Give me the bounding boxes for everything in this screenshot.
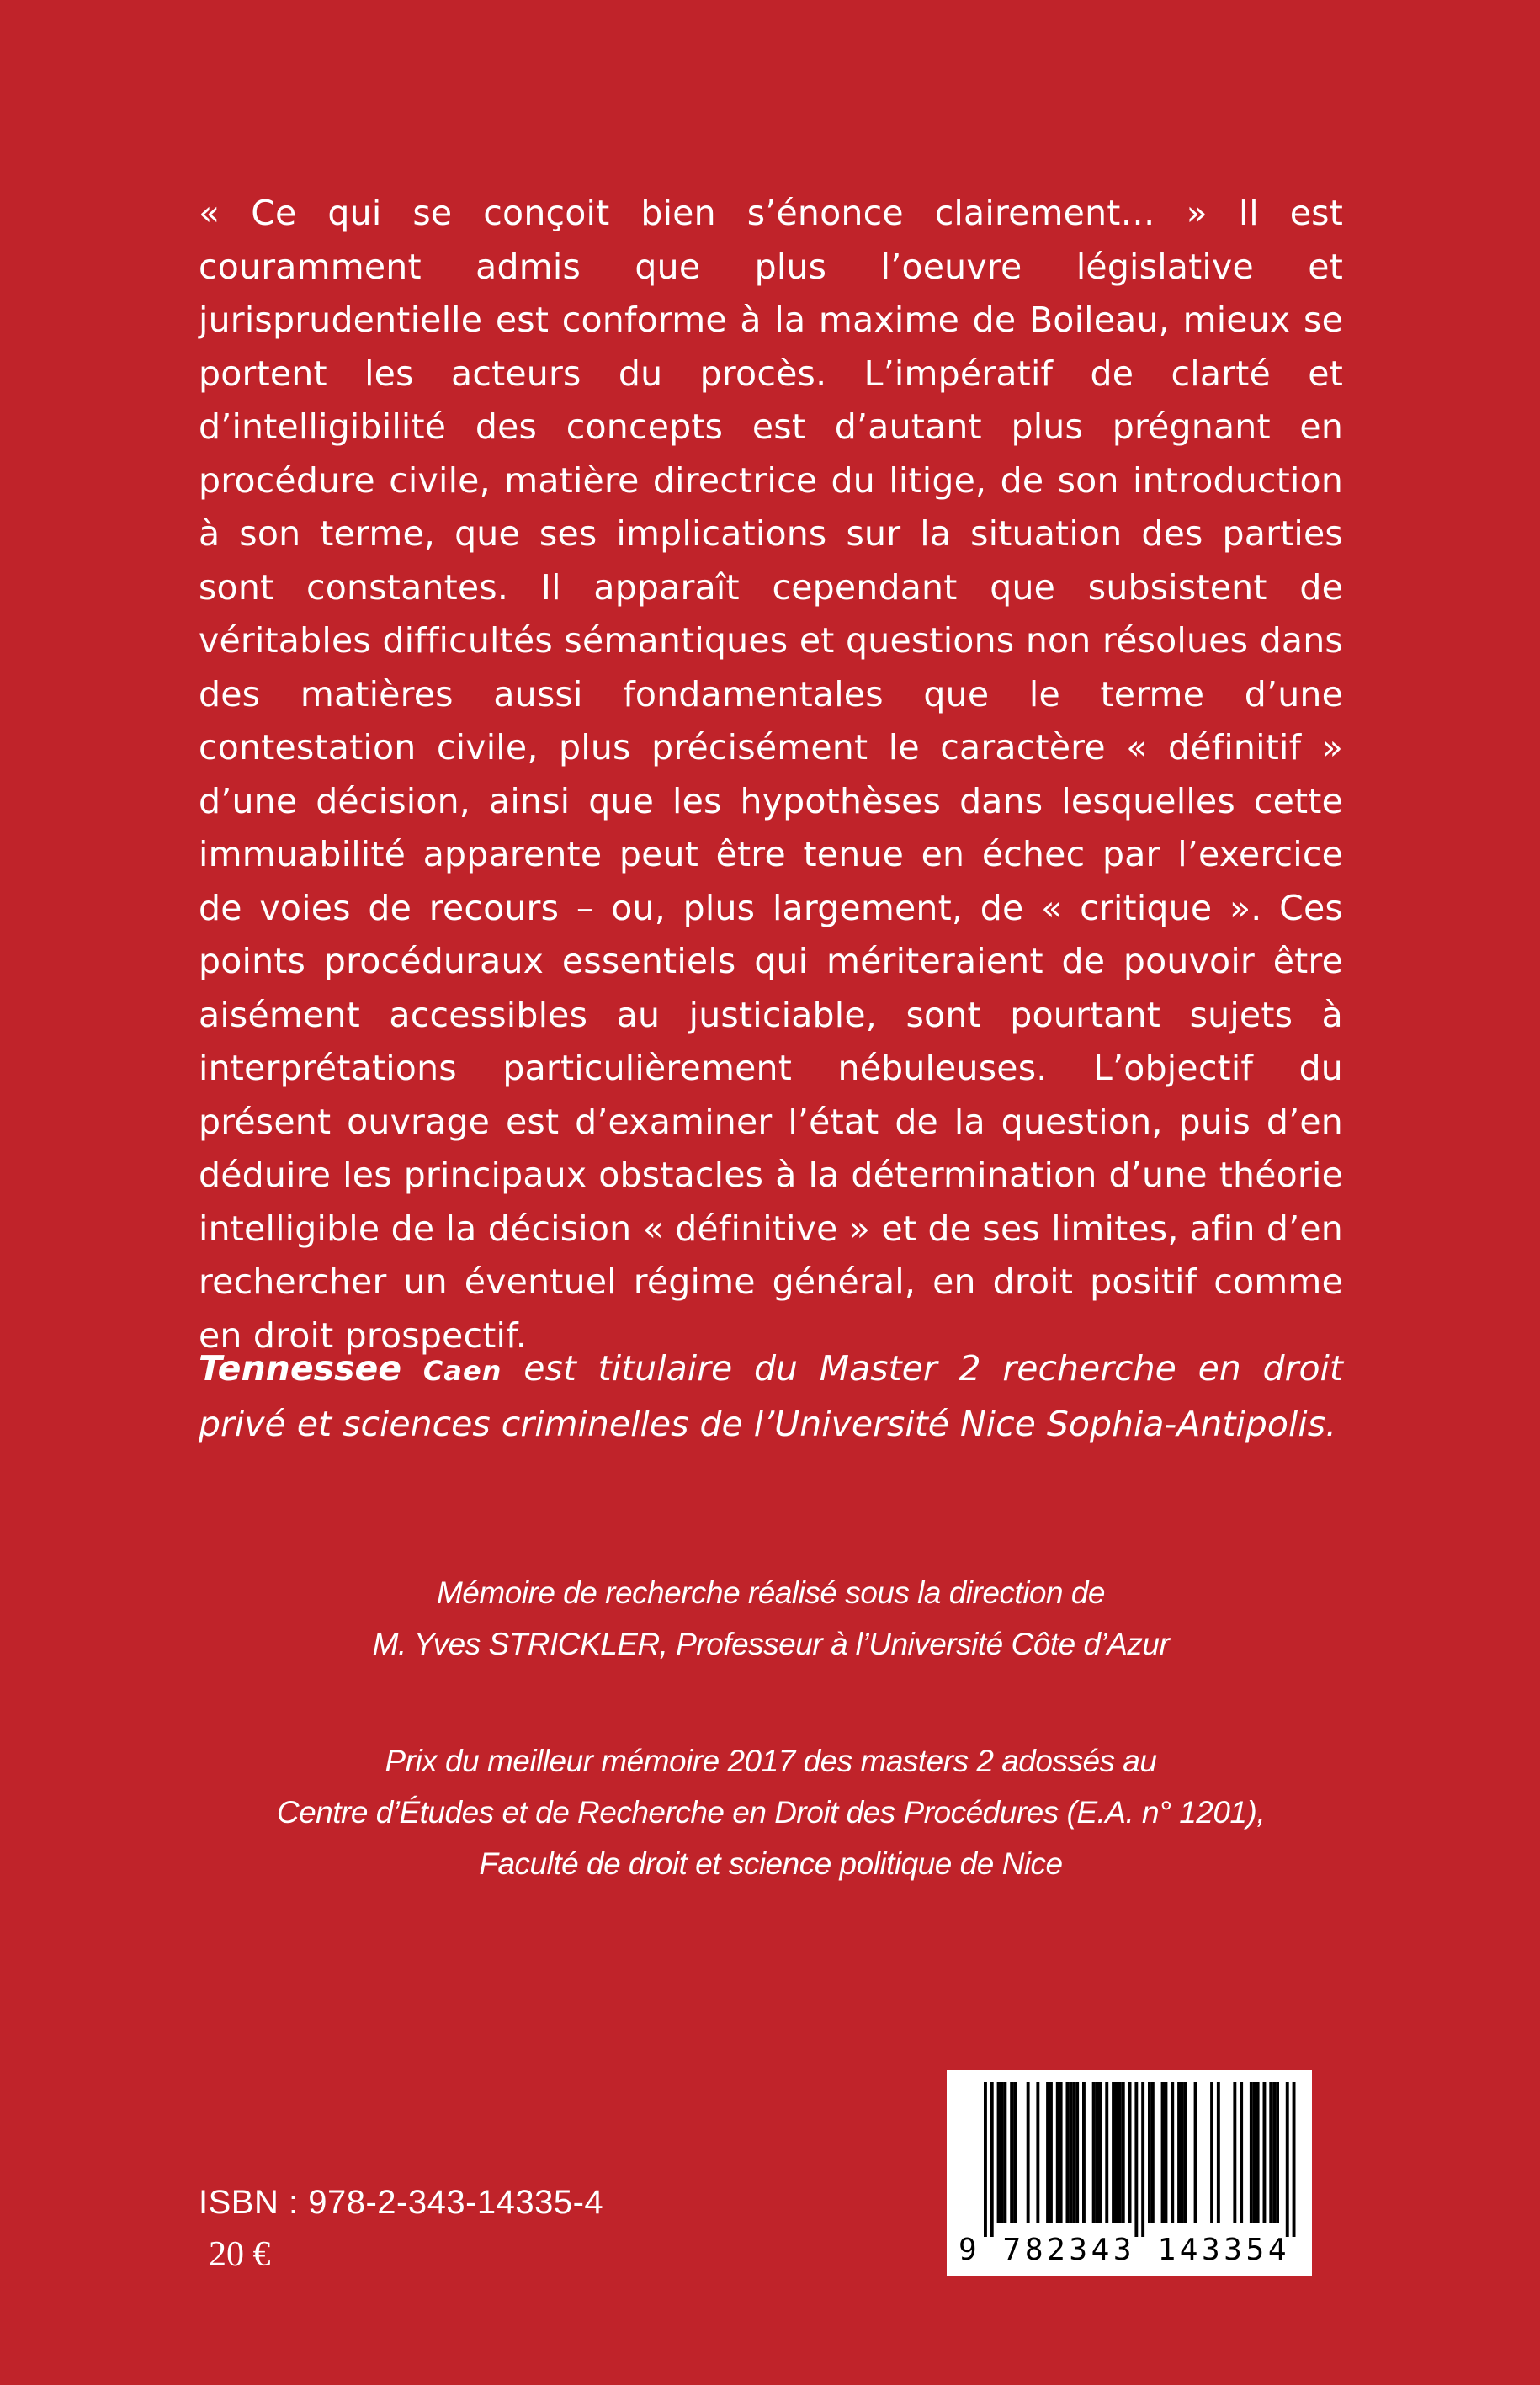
barcode-bar	[1112, 2082, 1115, 2223]
barcode-bar	[997, 2082, 1001, 2223]
barcode-bar	[1010, 2082, 1013, 2223]
barcode-bar	[984, 2082, 987, 2237]
barcode-bar	[1276, 2082, 1279, 2223]
barcode-bar	[1184, 2082, 1187, 2223]
supervision-line-1: Mémoire de recherche réalisé sous la direction de	[436, 1575, 1106, 1610]
barcode-bar	[1046, 2082, 1049, 2223]
barcode-bar	[1148, 2082, 1151, 2223]
barcode-bar	[1118, 2082, 1122, 2223]
barcode-bar	[1263, 2082, 1267, 2223]
barcode-bar	[1151, 2082, 1155, 2223]
barcode-digits: 9 782343 143354	[959, 2233, 1291, 2267]
barcode-bar	[1036, 2082, 1039, 2223]
barcode-bar	[1128, 2082, 1132, 2223]
barcode-bar	[1256, 2082, 1260, 2223]
barcode-bar	[1059, 2082, 1063, 2223]
isbn: ISBN : 978-2-343-14335-4	[199, 2184, 604, 2221]
author-bio-text: est titulaire du Master 2 recherche en droit privé et sciences criminelles de l’Université Nice Sophia-Antipolis.	[199, 1348, 1343, 1444]
supervision-note	[199, 1567, 1343, 1670]
author-last-name: Caen	[422, 1355, 502, 1387]
barcode-bar	[1240, 2082, 1243, 2223]
barcode-bar	[1286, 2082, 1289, 2237]
barcode-bar	[1177, 2082, 1181, 2223]
barcode-bar	[1049, 2082, 1053, 2223]
barcode-bar	[1066, 2082, 1070, 2223]
barcode-bar	[1115, 2082, 1118, 2223]
barcode-bar	[1082, 2082, 1086, 2223]
barcode-bar	[1161, 2082, 1165, 2223]
barcode-bar	[1092, 2082, 1096, 2223]
barcode-bar	[1141, 2082, 1144, 2237]
barcode-bar	[1250, 2082, 1253, 2223]
barcode-bar	[1269, 2082, 1272, 2223]
author-first-name: Tennessee	[199, 1348, 402, 1389]
barcode-bar	[1122, 2082, 1125, 2223]
award-line-3: Faculté de droit et science politique de Nice	[479, 1846, 1063, 1881]
back-cover-blurb: « Ce qui se conçoit bien s’énonce clairement… » Il est couramment admis que plus l’oeuvre législative et jurisprudentielle est conforme à la maxime de Boileau, mieux se portent les acteurs du procès. L’impératif de clarté et d’intelligibilité des concepts est d’autant plus prégnant en procédure civile, matière directrice du litige, de son introduction à son terme, que ses implications sur la situation des parties sont constantes. Il apparaît cependant que subsistent de véritables difficultés sémantiques et questions non résolues dans des matières aussi fondamentales que le terme d’une contestation civile, plus précisément le caractère « définitif » d’une décision, ainsi que les hypothèses dans lesquelles cette immuabilité apparente peut être tenue en échec par l’exercice de voies de recours – ou, plus largement, de « critique ». Ces points procéduraux essentiels qui mériteraient de pouvoir être aisément accessibles au justiciable, sont pourtant sujets à interprétations particulièrement nébuleuses. L’objectif du présent ouvrage est d’examiner l’état de la question, puis d’en déduire les principaux obstacles à la détermination d’une théorie intelligible de la décision « définitive » et de ses limites, afin d’en rechercher un éventuel régime général, en droit positif comme en droit prospectif.	[199, 193, 1343, 1356]
barcode-bar	[990, 2082, 994, 2237]
barcode-bar	[1134, 2082, 1138, 2237]
barcode-bar	[1099, 2082, 1102, 2223]
award-line-1: Prix du meilleur mémoire 2017 des masters 2 adossés au	[385, 1744, 1157, 1778]
barcode-bar	[1013, 2082, 1017, 2223]
barcode-bar	[1210, 2082, 1213, 2223]
barcode-bar	[1194, 2082, 1197, 2223]
award-note	[199, 1735, 1343, 1889]
barcode-bar	[1165, 2082, 1168, 2223]
barcode	[947, 2070, 1312, 2276]
barcode-bar	[1096, 2082, 1099, 2223]
barcode-bar	[1253, 2082, 1256, 2223]
author-bio	[199, 1342, 1343, 1451]
barcode-bar	[1272, 2082, 1276, 2223]
barcode-bar	[1001, 2082, 1004, 2223]
supervision-line-2: M. Yves STRICKLER, Professeur à l’Université Côte d’Azur	[372, 1627, 1170, 1661]
barcode-bar	[1217, 2082, 1220, 2223]
barcode-bar	[1171, 2082, 1174, 2223]
barcode-bar	[1003, 2082, 1006, 2223]
barcode-bar	[1233, 2082, 1236, 2223]
barcode-bar	[1056, 2082, 1059, 2223]
barcode-bar	[1069, 2082, 1072, 2223]
barcode-bar	[1181, 2082, 1184, 2223]
barcode-bar	[1072, 2082, 1075, 2223]
price: 20 €	[209, 2235, 271, 2274]
award-line-2: Centre d’Études et de Recherche en Droit des Procédures (E.A. n° 1201),	[276, 1795, 1266, 1830]
barcode-bar	[1293, 2082, 1296, 2237]
barcode-bar	[1105, 2082, 1108, 2223]
barcode-bar	[1075, 2082, 1079, 2223]
barcode-bar	[1027, 2082, 1030, 2223]
